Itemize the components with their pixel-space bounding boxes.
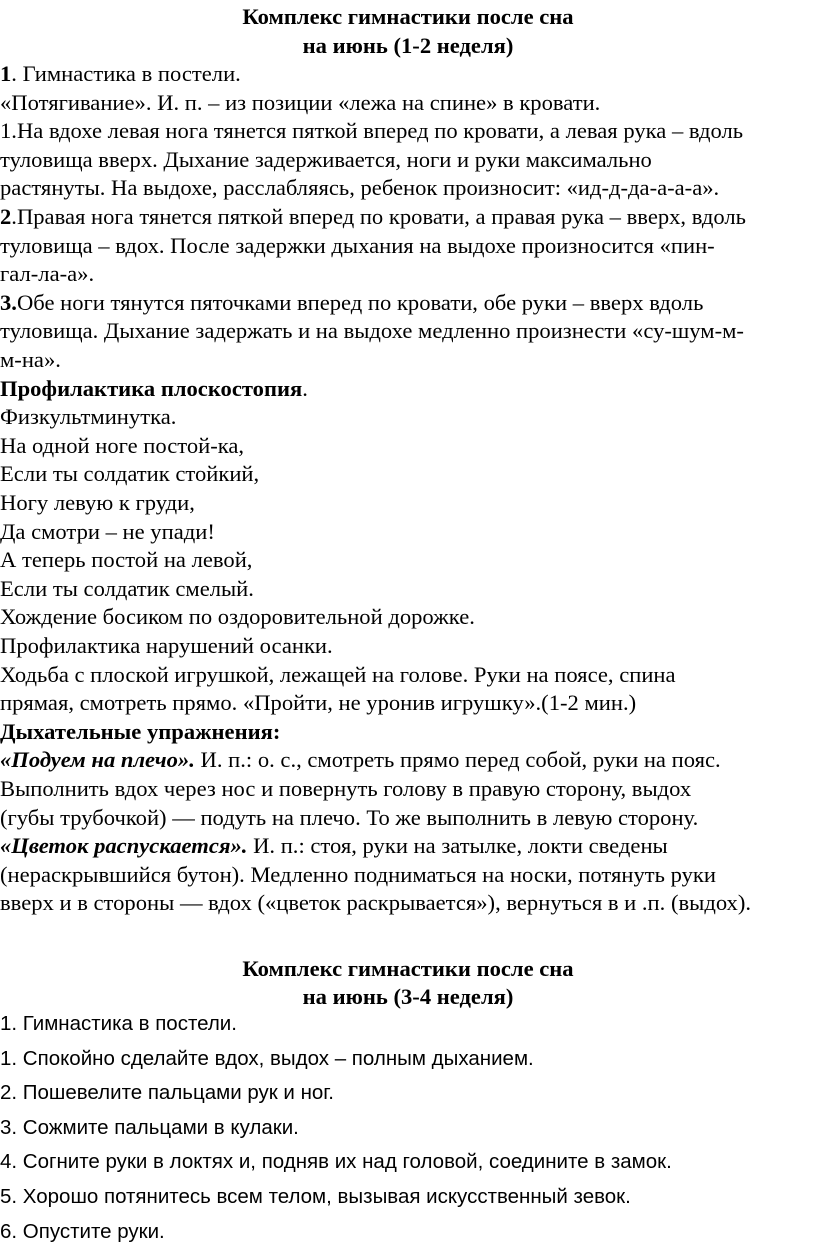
line-text: вверх и в стороны — вдох («цветок раскрывается»), вернуться в и .п. (выдох).: [0, 890, 752, 916]
section2-subtitle: на июнь (3-4 неделя): [302, 984, 514, 1009]
paragraph-line: [0, 375, 816, 404]
line-text: Обе ноги тянутся пяточками вперед по кровати, обе руки – вверх вдоль: [16, 289, 704, 315]
line-text: туловища вверх. Дыхание задерживается, ноги и руки максимально: [0, 146, 652, 172]
paragraph-line: [0, 174, 816, 203]
line-text: Профилактика нарушений осанки.: [0, 633, 333, 658]
paragraph-line: [0, 518, 816, 547]
line-text: .Правая нога тянется пяткой вперед по кровати, а правая рука – вверх, вдоль: [11, 204, 746, 229]
step-number: 3.: [0, 289, 17, 315]
paragraph-line: [0, 661, 816, 690]
paragraph-line: [0, 260, 816, 289]
section1-title: Комплекс гимнастики после сна: [242, 4, 574, 29]
paragraph-line: [0, 346, 816, 375]
paragraph-line: [0, 746, 816, 775]
line-text: (нераскрывшийся бутон). Медленно подниматься на носки, потянуть руки: [0, 861, 716, 887]
paragraph-line: [0, 432, 816, 461]
bold-heading: Дыхательные упражнения:: [0, 718, 281, 744]
paragraph-line: [0, 489, 816, 518]
line-text: м-на».: [0, 347, 61, 372]
line-text: прямая, смотреть прямо. «Пройти, не уронив игрушку».(1-2 мин.): [0, 690, 637, 716]
list-item: 5. Хорошо потянитесь всем телом, вызывая искусственный зевок.: [0, 1185, 631, 1208]
paragraph-line: [0, 632, 816, 661]
exercise-name: «Цветок распускается».: [0, 833, 248, 859]
section1-subtitle: на июнь (1-2 неделя): [302, 33, 514, 58]
line-text: А теперь постой на левой,: [0, 547, 253, 573]
bold-heading: Профилактика плоскостопия: [0, 375, 303, 401]
line-text: Ходьба с плоской игрушкой, лежащей на голове. Руки на поясе, спина: [0, 661, 676, 687]
paragraph-line: [0, 146, 816, 175]
line-text: Ногу левую к груди,: [0, 490, 195, 515]
exercise-name: «Подуем на плечо».: [0, 747, 195, 773]
paragraph-line: [0, 832, 816, 861]
paragraph-line: [0, 232, 816, 261]
step-number: 1: [0, 61, 12, 86]
line-text: На одной ноге постой-ка,: [0, 432, 245, 458]
paragraph-line: [0, 804, 816, 833]
paragraph-line: [0, 775, 816, 804]
line-text: И. п.: о. с., смотреть прямо перед собой, руки на пояс.: [194, 747, 721, 773]
paragraph-line: [0, 89, 816, 118]
paragraph-line: [0, 117, 816, 146]
paragraph-line: [0, 546, 816, 575]
line-text: Если ты солдатик стойкий,: [0, 461, 260, 487]
line-text: . Гимнастика в постели.: [11, 61, 241, 86]
line-text: туловища. Дыхание задержать и на выдохе медленно произнести «су-шум-м-: [0, 318, 744, 344]
list-item: 6. Опустите руки.: [0, 1219, 165, 1243]
line-text: гал-ла-а».: [0, 261, 95, 287]
list-item: 2. Пошевелите пальцами рук и ног.: [0, 1081, 334, 1105]
paragraph-line: [0, 603, 816, 632]
line-text: 1.На вдохе левая нога тянется пяткой вперед по кровати, а левая рука – вдоль: [0, 118, 744, 144]
list-item: 4. Согните руки в локтях и, подняв их над головой, соедините в замок.: [0, 1150, 672, 1174]
line-text: туловища – вдох. После задержки дыхания на выдохе произносится «пин-: [0, 232, 715, 258]
line-text: Выполнить вдох через нос и повернуть голову в правую сторону, выдох: [0, 776, 692, 801]
paragraph-line: [0, 861, 816, 890]
line-text: .: [302, 375, 308, 401]
line-text: (губы трубочкой) — подуть на плечо. То же выполнить в левую сторону.: [0, 804, 699, 830]
line-text: И. п.: стоя, руки на затылке, локти сведены: [247, 833, 668, 859]
section2-title: Комплекс гимнастики после сна: [242, 956, 574, 981]
line-text: растянуты. На выдохе, расслабляясь, ребенок произносит: «ид-д-да-а-а-а».: [0, 175, 720, 201]
line-text: Физкультминутка.: [0, 404, 177, 430]
paragraph-line: [0, 889, 816, 918]
line-text: «Потягивание». И. п. – из позиции «лежа на спине» в кровати.: [0, 89, 601, 115]
paragraph-line: [0, 460, 816, 489]
line-text: Да смотри – не упади!: [0, 518, 215, 544]
list-item: 1. Гимнастика в постели.: [0, 1012, 237, 1035]
paragraph-line: [0, 718, 816, 747]
paragraph-line: [0, 317, 816, 346]
paragraph-line: [0, 203, 816, 232]
paragraph-line: [0, 60, 816, 89]
paragraph-line: [0, 289, 816, 318]
list-item: 1. Спокойно сделайте вдох, выдох – полным дыханием.: [0, 1046, 534, 1070]
step-number: 2: [0, 204, 12, 229]
paragraph-line: [0, 689, 816, 718]
line-text: Хождение босиком по оздоровительной дорожке.: [0, 604, 475, 630]
line-text: Если ты солдатик смелый.: [0, 575, 254, 601]
paragraph-line: [0, 403, 816, 432]
paragraph-line: [0, 575, 816, 604]
list-item: 3. Сожмите пальцами в кулаки.: [0, 1115, 299, 1139]
